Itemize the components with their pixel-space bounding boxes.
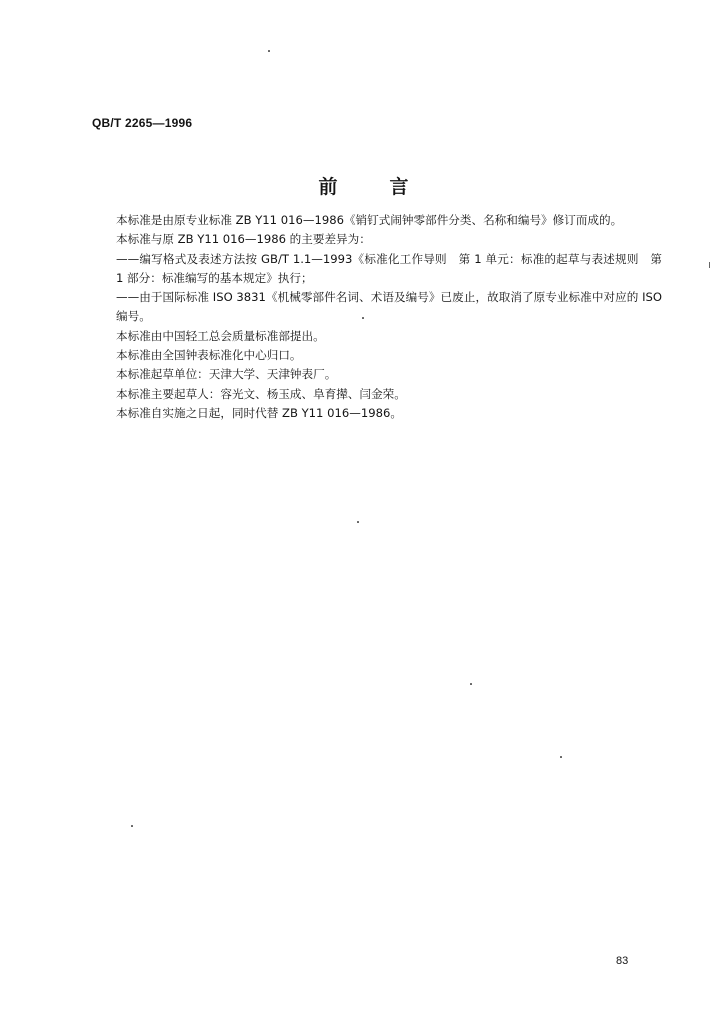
page-number: 83 — [616, 955, 629, 967]
scan-speck — [268, 50, 270, 52]
scan-speck — [362, 317, 364, 319]
scan-speck — [470, 683, 472, 685]
page-title — [0, 172, 727, 199]
paragraph-drafters: 本标准主要起草人：容光文、杨玉成、阜育撵、闫金荣。 — [116, 386, 406, 401]
paragraph-centralized-by: 本标准由全国钟表标准化中心归口。 — [116, 348, 302, 363]
paragraph-proposed-by: 本标准由中国轻工总会质量标准部提出。 — [116, 328, 325, 343]
paragraph-revision-origin: 本标准是由原专业标准 ZB Y11 016—1986《销钉式闹钟零部件分类、名称和编号》修订而成的。 — [116, 213, 623, 227]
paragraph-main-differences: 本标准与原 ZB Y11 016—1986 的主要差异为： — [116, 232, 371, 247]
foreword-body — [92, 211, 662, 423]
title-char-1: 前 — [318, 176, 338, 198]
paragraph-drafting-units: 本标准起草单位：天津大学、天津钟表厂。 — [116, 367, 337, 382]
paragraph-difference-format: ——编写格式及表述方法按 GB/T 1.1—1993《标准化工作导则 第 1 单元：标准的起草与表述规则 第 1 部分：标准编写的基本规定》执行； — [116, 251, 662, 285]
paragraph-replacement: 本标准自实施之日起，同时代替 ZB Y11 016—1986。 — [116, 405, 402, 420]
scan-speck — [131, 825, 133, 827]
scan-speck — [357, 521, 359, 523]
paragraph-difference-iso: ——由于国际标准 ISO 3831《机械零部件名词、术语及编号》已废止，故取消了原专业标准中对应的 ISO 编号。 — [116, 290, 662, 324]
standard-code: QB/T 2265—1996 — [92, 116, 193, 130]
scan-speck — [709, 262, 710, 268]
scan-speck — [560, 756, 562, 758]
title-char-2: 言 — [389, 176, 409, 198]
